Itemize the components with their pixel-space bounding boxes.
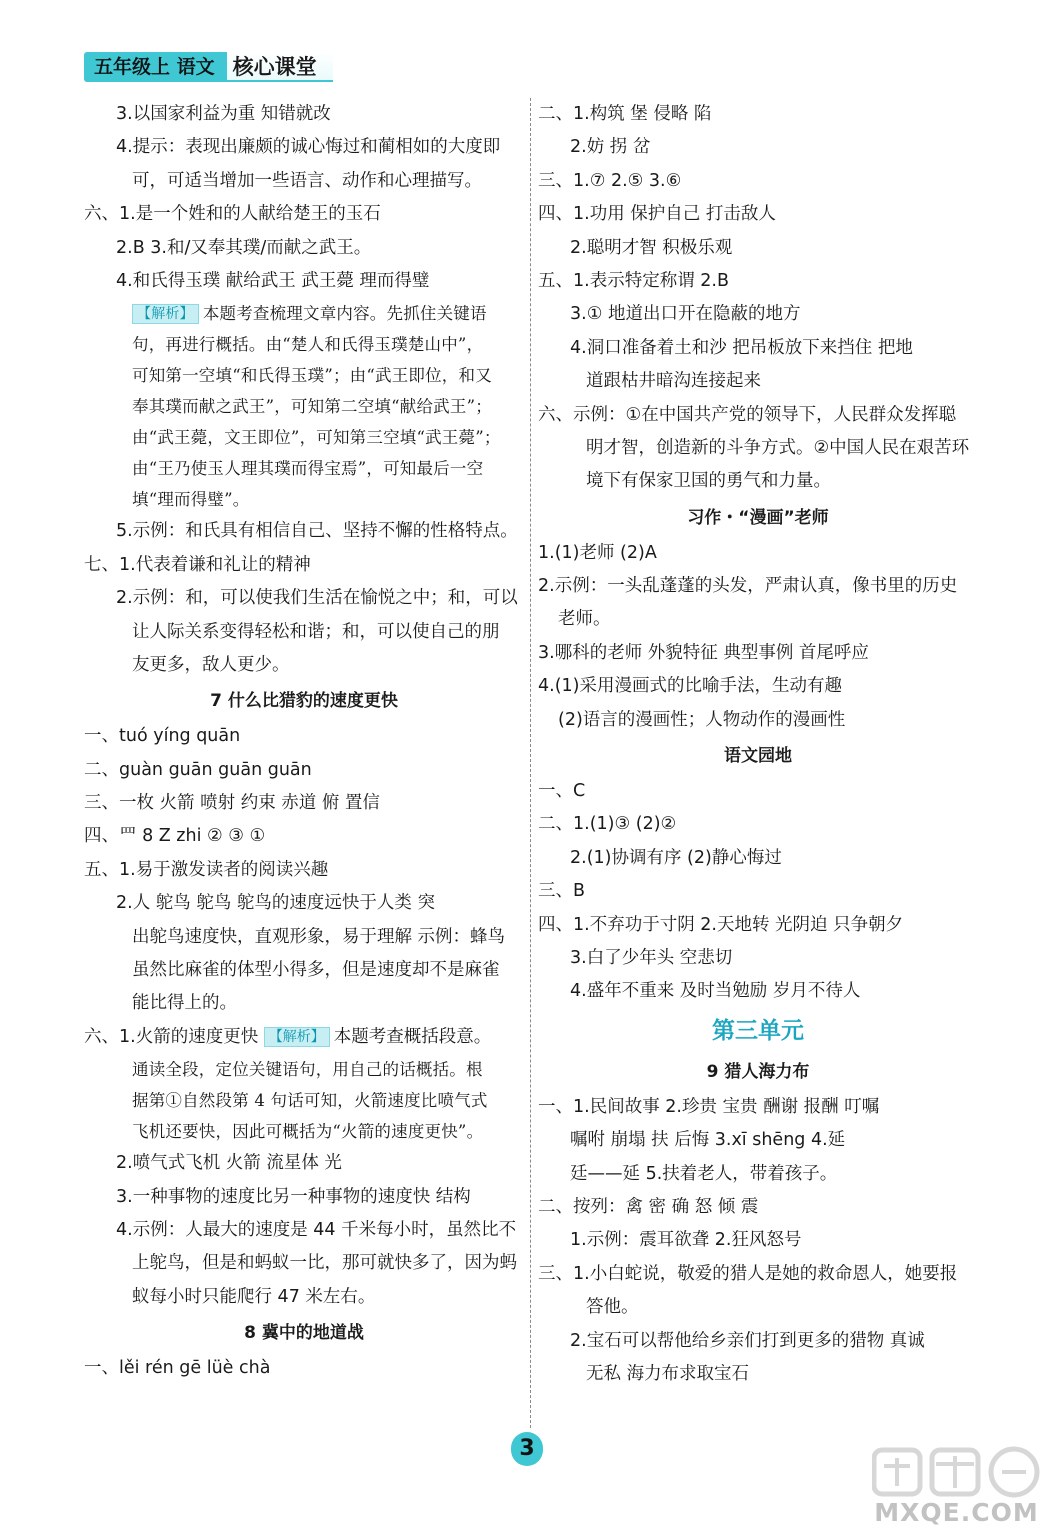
line-text: 4.提示：表现出廉颇的诚心悔过和蔺相如的大度即 [116, 137, 501, 158]
answer-line [538, 808, 978, 841]
answer-line [84, 987, 524, 1020]
line-text: 蚁每小时只能爬行 47 米左右。 [132, 1286, 376, 1307]
line-text: 嘱咐 崩塌 扶 后悔 3.xī shēng 4.延 [570, 1130, 846, 1151]
line-text: 据第①自然段第 4 句话可知，火箭速度比喷气式 [132, 1091, 488, 1111]
line-text: 3.哪科的老师 外貌特征 典型事例 首尾呼应 [538, 642, 869, 663]
line-text: 答他。 [586, 1297, 639, 1318]
line-text: 由“王乃使玉人理其璞而得宝焉”，可知最后一空 [132, 459, 484, 479]
line-text: 友更多，敌人更少。 [132, 654, 290, 675]
analysis-line [84, 1085, 524, 1116]
line-text: 9 猎人海力布 [706, 1061, 810, 1082]
line-text: 可，可适当增加一些语言、动作和心理描写。 [132, 170, 482, 191]
answer-line [84, 887, 524, 920]
line-text: 三、一枚 火箭 喷射 约束 赤道 俯 置信 [84, 793, 380, 814]
analysis-line [84, 453, 524, 484]
line-text: 出鸵鸟速度快，直观形象，易于理解 示例：蜂鸟 [132, 926, 506, 947]
line-text: 三、B [538, 881, 586, 902]
answer-line [538, 1258, 978, 1291]
analysis-line [84, 391, 524, 422]
answer-line [538, 909, 978, 942]
answer-line [84, 954, 524, 987]
line-text: 本题考查概括段意。 [333, 1026, 492, 1047]
answer-line [538, 875, 978, 908]
answer-line [538, 98, 978, 131]
line-text: 飞机还要快，因此可概括为“火箭的速度更快”。 [132, 1122, 484, 1142]
line-text: 3.一种事物的速度比另一种事物的速度快 结构 [116, 1186, 471, 1207]
answer-line [538, 232, 978, 265]
line-text: 4.(1)采用漫画式的比喻手法，生动有趣 [538, 676, 842, 697]
analysis-line [84, 360, 524, 391]
answer-line [538, 1224, 978, 1257]
answer-line [84, 1021, 524, 1054]
line-text: 填“理而得璧”。 [132, 490, 250, 510]
answer-line [538, 1291, 978, 1324]
line-text: 5.示例：和氏具有相信自己、坚持不懈的性格特点。 [116, 521, 518, 542]
line-text: 奉其璞而献之武王”，可知第二空填“献给武王”； [132, 397, 492, 417]
answer-line [538, 637, 978, 670]
line-text: 明才智，创造新的斗争方式。②中国人民在艰苦环 [586, 437, 970, 458]
line-text: 让人际关系变得轻松和谐；和，可以使自己的朋 [132, 621, 500, 642]
line-text: 第三单元 [712, 1017, 804, 1044]
answer-line [538, 465, 978, 498]
line-text: 七、1.代表着谦和礼让的精神 [84, 554, 311, 575]
line-text: 2.(1)协调有序 (2)静心悔过 [570, 847, 782, 868]
line-text: 4.示例：人最大的速度是 44 千米每小时，虽然比不 [116, 1219, 517, 1240]
answer-line [84, 232, 524, 265]
grade-subject-label: 五年级上 语文 [84, 52, 227, 82]
line-text: 句，再进行概括。由“楚人和氏得玉璞楚山中”， [132, 335, 484, 355]
watermark [864, 1444, 1049, 1532]
answer-line [84, 265, 524, 298]
analysis-line [84, 298, 524, 329]
line-text: 2.示例：一头乱蓬蓬的头发，严肃认真，像书里的历史 [538, 576, 958, 597]
line-text: 2.妨 拐 岔 [570, 137, 651, 158]
answer-line [84, 1281, 524, 1314]
answer-line [84, 1147, 524, 1180]
answer-line [84, 1181, 524, 1214]
line-text: 3.以国家利益为重 知错就改 [116, 104, 331, 124]
answer-line [84, 131, 524, 164]
answer-line [538, 975, 978, 1008]
line-text: 3.① 地道出口开在隐蔽的地方 [570, 304, 801, 325]
answer-text: 六、1.火箭的速度更快 [84, 1026, 264, 1047]
answer-line [538, 1158, 978, 1191]
watermark-logo [872, 1444, 1042, 1500]
line-text: 2.宝石可以帮他给乡亲们打到更多的猎物 真诚 [570, 1330, 925, 1351]
series-title: 核心课堂 [227, 52, 333, 82]
line-text: 4.盛年不重来 及时当勉励 岁月不待人 [570, 981, 861, 1002]
answer-line [538, 332, 978, 365]
line-text: 一、tuó yíng quān [84, 726, 241, 747]
section-heading [538, 1053, 978, 1091]
analysis-tag: 【解析】 [132, 304, 199, 324]
line-text: 7 什么比猎豹的速度更快 [210, 691, 398, 712]
line-text: 四、1.功用 保护自己 打击敌人 [538, 204, 776, 225]
line-text: 2.人 鸵鸟 鸵鸟 鸵鸟的速度远快于人类 突 [116, 893, 435, 914]
page-number: 3 [511, 1432, 543, 1466]
answer-line [538, 775, 978, 808]
left-answer-column [84, 98, 524, 1386]
answer-line [538, 265, 978, 298]
answer-line [538, 1325, 978, 1358]
answer-line [538, 198, 978, 231]
answer-line [538, 570, 978, 603]
line-text: 二、guàn guān guān guān [84, 759, 312, 780]
right-answer-column [538, 98, 978, 1391]
line-text: 境下有保家卫国的勇气和力量。 [586, 471, 831, 492]
answer-line [84, 1247, 524, 1280]
line-text: 本题考查梳理文章内容。先抓住关键语 [202, 304, 487, 324]
answer-line [538, 537, 978, 570]
answer-line [538, 1124, 978, 1157]
answer-line [84, 198, 524, 231]
page-header [84, 52, 333, 82]
analysis-line [84, 1116, 524, 1147]
line-text: 2.示例：和，可以使我们生活在愉悦之中；和，可以 [116, 588, 518, 609]
answer-line [538, 165, 978, 198]
section-heading [538, 737, 978, 775]
answer-line [538, 1358, 978, 1391]
line-text: 语文园地 [724, 746, 792, 767]
answer-line [84, 1214, 524, 1247]
line-text: 老师。 [558, 609, 611, 630]
answer-line [84, 649, 524, 682]
answer-line [84, 787, 524, 820]
line-text: 一、1.民间故事 2.珍贵 宝贵 酬谢 报酬 叮嘱 [538, 1096, 880, 1117]
answer-line [84, 754, 524, 787]
line-text: 四、1.不弃功于寸阴 2.天地转 光阴迫 只争朝夕 [538, 914, 904, 935]
line-text: 五、1.表示特定称谓 2.B [538, 270, 729, 291]
line-text: 四、罒 8 Z zhi ② ③ ① [84, 826, 266, 847]
answer-line [538, 603, 978, 636]
line-text: 道跟枯井暗沟连接起来 [586, 371, 761, 392]
analysis-line [84, 484, 524, 515]
answer-line [84, 515, 524, 548]
line-text: 六、示例：①在中国共产党的领导下，人民群众发挥聪 [538, 404, 957, 425]
answer-line [84, 165, 524, 198]
line-text: 能比得上的。 [132, 993, 237, 1014]
line-text: 8 冀中的地道战 [244, 1323, 364, 1344]
watermark-url: MXQE.COM [874, 1498, 1039, 1527]
answer-line [84, 98, 524, 131]
unit-heading [538, 1009, 978, 1053]
answer-line [84, 549, 524, 582]
section-heading [84, 682, 524, 720]
answer-line [538, 704, 978, 737]
answer-line [538, 842, 978, 875]
line-text: 二、1.构筑 堡 侵略 陷 [538, 104, 712, 124]
line-text: 4.和氏得玉璞 献给武王 武王薨 理而得璧 [116, 270, 430, 291]
line-text: 1.示例：震耳欲聋 2.狂风怒号 [570, 1230, 802, 1251]
line-text: 习作・“漫画”老师 [687, 507, 829, 528]
line-text: 五、1.易于激发读者的阅读兴趣 [84, 859, 329, 880]
answer-line [538, 1091, 978, 1124]
answer-line [538, 1191, 978, 1224]
line-text: 三、1.小白蛇说，敬爱的猎人是她的救命恩人，她要报 [538, 1263, 958, 1284]
line-text: 2.喷气式飞机 火箭 流星体 光 [116, 1153, 342, 1174]
answer-line [84, 820, 524, 853]
line-text: 1.(1)老师 (2)A [538, 542, 657, 563]
line-text: 虽然比麻雀的体型小得多，但是速度却不是麻雀 [132, 960, 500, 981]
section-heading [84, 1314, 524, 1352]
analysis-line [84, 329, 524, 360]
line-text: 六、1.是一个姓和的人献给楚王的玉石 [84, 204, 381, 225]
analysis-line [84, 422, 524, 453]
column-divider [530, 98, 531, 1428]
answer-line [538, 942, 978, 975]
line-text: 一、C [538, 781, 586, 802]
answer-line [538, 365, 978, 398]
answer-line [84, 616, 524, 649]
line-text: 2.聪明才智 积极乐观 [570, 237, 733, 258]
line-text: 通读全段，定位关键语句，用自己的话概括。根 [132, 1060, 483, 1080]
answer-line [84, 854, 524, 887]
answer-line [538, 298, 978, 331]
line-text: 二、按列：禽 密 确 怒 倾 震 [538, 1196, 759, 1217]
line-text: 可知第一空填“和氏得玉璞”；由“武王即位，和又 [132, 366, 492, 386]
section-heading [538, 499, 978, 537]
line-text: 3.白了少年头 空悲切 [570, 947, 733, 968]
answer-line [84, 720, 524, 753]
line-text: 一、lěi rén gē lüè chà [84, 1358, 271, 1379]
answer-line [538, 670, 978, 703]
answer-line [84, 582, 524, 615]
line-text: 2.B 3.和/又奉其璞/而献之武王。 [116, 237, 372, 258]
line-text: 上鸵鸟，但是和蚂蚁一比，那可就快多了，因为蚂 [132, 1253, 517, 1274]
line-text: 由“武王薨，文王即位”，可知第三空填“武王薨”； [132, 428, 501, 448]
answer-line [538, 131, 978, 164]
answer-line [84, 1352, 524, 1385]
line-text: 无私 海力布求取宝石 [586, 1363, 750, 1384]
analysis-line [84, 1054, 524, 1085]
line-text: 4.洞口准备着土和沙 把吊板放下来挡住 把地 [570, 337, 913, 358]
line-text: (2)语言的漫画性；人物动作的漫画性 [558, 709, 846, 730]
answer-line [538, 432, 978, 465]
line-text: 三、1.⑦ 2.⑤ 3.⑥ [538, 170, 682, 191]
answer-line [84, 921, 524, 954]
line-text: 二、1.(1)③ (2)② [538, 814, 677, 835]
line-text: 廷——延 5.扶着老人，带着孩子。 [570, 1163, 838, 1184]
answer-line [538, 399, 978, 432]
analysis-tag: 【解析】 [264, 1027, 330, 1047]
